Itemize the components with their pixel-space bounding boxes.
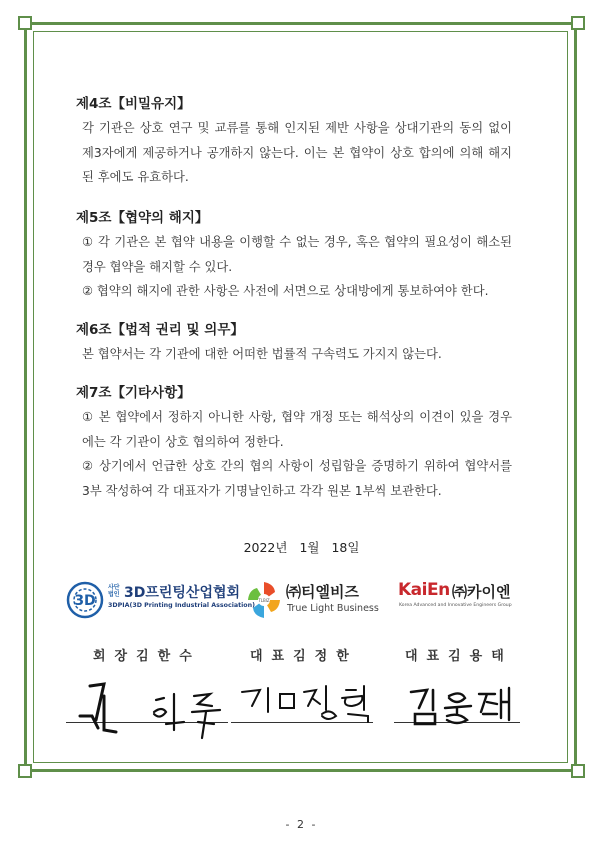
article-4-title: 제4조【비밀유지】 — [76, 96, 191, 112]
3d-globe-icon — [66, 581, 104, 619]
signature-1 — [70, 672, 230, 742]
article-4-text: 각 기관은 상호 연구 및 교류를 통해 인지된 제반 사항을 상대기관의 동의 없이 제3자에게 제공하거나 공개하지 않는다. 이는 본 협약이 상호 합의에 의해 해지된 후에도 유효하다. — [82, 121, 512, 184]
article-5-title: 제5조【협약의 해지】 — [76, 210, 209, 226]
border-corner — [571, 764, 585, 778]
logo-prefix: 사단법인 — [108, 584, 120, 598]
3dpia-logo — [66, 578, 255, 622]
rep-3-title: 대표김용태 — [405, 649, 513, 664]
border-corner — [571, 16, 585, 30]
rep-2-title: 대표김정한 — [250, 649, 358, 664]
svg-text:TLBIZ: TLBIZ — [258, 598, 270, 603]
border-corner — [18, 764, 32, 778]
article-7-title: 제7조【기타사항】 — [76, 385, 191, 401]
signing-date: 2022년 1월 18일 — [243, 540, 360, 555]
article-6-title: 제6조【법적 권리 및 의무】 — [76, 322, 244, 338]
logo-org-subtitle: Korea Advanced and Innovative Engineers Group — [399, 603, 512, 608]
border-corner — [18, 16, 32, 30]
logo-brand: KaiEn — [398, 580, 450, 600]
article-5-clause-1: ① 각 기관은 본 협약 내용을 이행할 수 없는 경우, 혹은 협약의 필요성이 해소된 경우 협약을 해지할 수 있다. — [82, 235, 512, 274]
logo-org-subtitle: True Light Business — [287, 603, 379, 614]
logo-org-name: 3D프린팅산업협회 — [124, 585, 241, 601]
kaien-logo — [398, 578, 538, 622]
logo-org-name: ㈜티엘비즈 — [286, 583, 359, 601]
article-7-clause-2: ② 상기에서 언급한 상호 간의 협의 사항이 성립함을 증명하기 위하여 협약서를 3부 작성하여 각 대표자가 기명날인하고 각각 원본 1부씩 보관한다. — [82, 459, 512, 498]
page-number: - 2 - — [285, 818, 318, 831]
article-7-clause-1: ① 본 협약에서 정하지 아니한 사항, 협약 개정 또는 해석상의 이견이 있을 경우에는 각 기관이 상호 협의하여 정한다. — [82, 410, 513, 449]
tlbiz-logo — [244, 578, 379, 622]
logo-org-name: ㈜카이엔 — [452, 583, 511, 601]
rep-1-title: 회장김한수 — [93, 649, 201, 664]
article-6-text: 본 협약서는 각 기관에 대한 어떠한 법률적 구속력도 가지지 않는다. — [82, 347, 442, 361]
logo-org-subtitle: 3DPIA(3D Printing Industrial Association) — [108, 602, 255, 609]
pinwheel-icon — [244, 578, 284, 622]
signature-2 — [238, 680, 378, 724]
article-5-clause-2: ② 협약의 해지에 관한 사항은 사전에 서면으로 상대방에게 통보하여야 한다. — [82, 284, 489, 298]
svg-text:3D: 3D — [74, 593, 96, 609]
signature-3 — [405, 684, 523, 726]
